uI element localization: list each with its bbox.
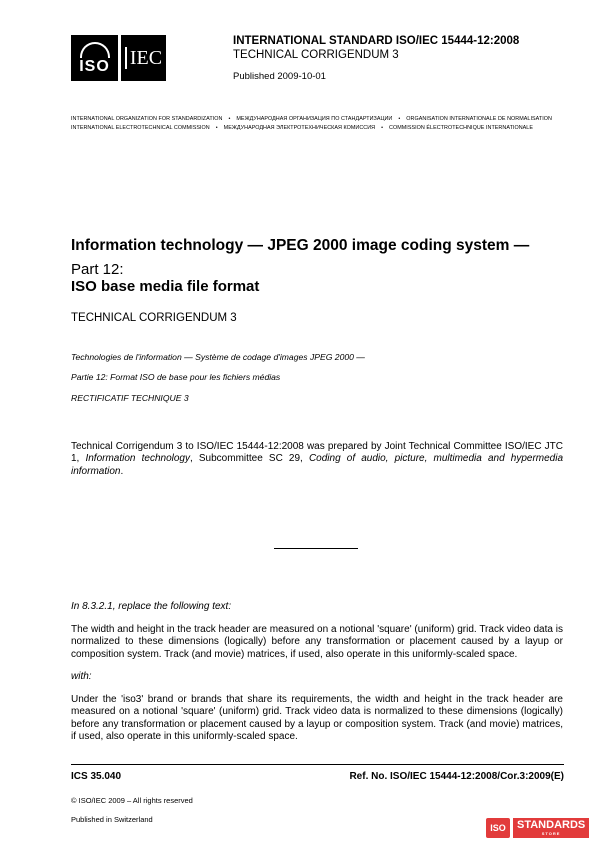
instruction-with: with: bbox=[71, 671, 92, 682]
org-name: COMMISSION ÉLECTROTECHNIQUE INTERNATIONALE bbox=[389, 125, 533, 131]
iec-logo bbox=[121, 35, 166, 81]
copyright-notice: © ISO/IEC 2009 – All rights reserved bbox=[71, 796, 193, 805]
published-date: Published 2009-10-01 bbox=[233, 71, 326, 82]
globe-icon bbox=[80, 42, 110, 58]
store-iso-icon: ISO bbox=[486, 818, 510, 838]
french-part-title: Partie 12: Format ISO de base pour les fichiers médias bbox=[71, 372, 281, 382]
org-name: МЕЖДУНАРОДНАЯ ОРГАНИЗАЦИЯ ПО СТАНДАРТИЗАЦИИ bbox=[236, 116, 393, 122]
intro-italic-text: Information technology bbox=[85, 453, 190, 465]
published-in: Published in Switzerland bbox=[71, 815, 153, 824]
ics-code: ICS 35.040 bbox=[71, 771, 122, 782]
org-name: INTERNATIONAL ELECTROTECHNICAL COMMISSION bbox=[71, 125, 210, 131]
store-sublabel: STORE bbox=[541, 831, 561, 836]
divider-line bbox=[274, 548, 358, 549]
iso-logo bbox=[71, 35, 118, 81]
intro-text: . bbox=[120, 465, 124, 477]
instruction-replace: In 8.3.2.1, replace the following text: bbox=[71, 601, 232, 612]
organization-line-2 bbox=[71, 125, 533, 131]
organization-line-1 bbox=[71, 116, 552, 122]
french-title: Technologies de l'information — Système de codage d'images JPEG 2000 — bbox=[71, 352, 365, 362]
new-text-paragraph: Under the 'iso3' brand or brands that share its requirements, the width and height in the track header are measured on a notional 'square' (uniform) grid. Track video data is normalized to these dimensions (logically) before any transformation or placement caused by a layup or composition system. Track (and movie) matrices, if used, also operate in this uniformly-scaled space. bbox=[71, 694, 563, 742]
iso-logo-text: ISO bbox=[79, 57, 110, 75]
bullet-separator: • bbox=[215, 125, 218, 131]
part-title: ISO base media file format bbox=[71, 278, 260, 295]
bullet-separator: • bbox=[398, 116, 401, 122]
intro-paragraph bbox=[71, 441, 563, 478]
store-label: STANDARDS bbox=[517, 819, 586, 831]
corrigendum-label: TECHNICAL CORRIGENDUM 3 bbox=[71, 312, 237, 324]
iec-logo-text: IEC bbox=[125, 47, 162, 69]
intro-text: Technical Corrigendum 3 to ISO/IEC 15444-12:2008 was prepared by Joint Technical Committee ISO/IEC JTC 1, bbox=[71, 441, 563, 465]
intro-text: , Subcommittee SC 29, bbox=[189, 453, 309, 465]
footer-rule bbox=[71, 764, 564, 765]
iso-store-badge[interactable] bbox=[486, 818, 596, 838]
org-name: МЕЖДУНАРОДНАЯ ЭЛЕКТРОТЕХНИЧЕСКАЯ КОМИССИЯ bbox=[223, 125, 376, 131]
reference-number: Ref. No. ISO/IEC 15444-12:2008/Cor.3:2009(E) bbox=[349, 771, 564, 782]
part-label: Part 12: bbox=[71, 261, 124, 278]
intro-italic-text: Coding of audio, picture, multimedia and hypermedia information bbox=[71, 453, 564, 477]
standard-subtitle: TECHNICAL CORRIGENDUM 3 bbox=[233, 49, 399, 61]
old-text-paragraph: The width and height in the track header are measured on a notional 'square' (uniform) grid. Track video data is normalized to these dimensions (logically) before any transformation or placement caused by a layup or composition system. Track (and movie) matrices, if used, also operate in this uniformly-scaled space. bbox=[71, 624, 563, 660]
store-label-box bbox=[513, 818, 589, 838]
document-title: Information technology — JPEG 2000 image coding system — bbox=[71, 237, 530, 254]
org-name: ORGANISATION INTERNATIONALE DE NORMALISATION bbox=[406, 116, 552, 122]
standard-title: INTERNATIONAL STANDARD ISO/IEC 15444-12:2008 bbox=[233, 35, 520, 47]
org-name: INTERNATIONAL ORGANIZATION FOR STANDARDIZATION bbox=[71, 116, 223, 122]
bullet-separator: • bbox=[228, 116, 231, 122]
french-rectificatif: RECTIFICATIF TECHNIQUE 3 bbox=[71, 393, 189, 403]
bullet-separator: • bbox=[381, 125, 384, 131]
